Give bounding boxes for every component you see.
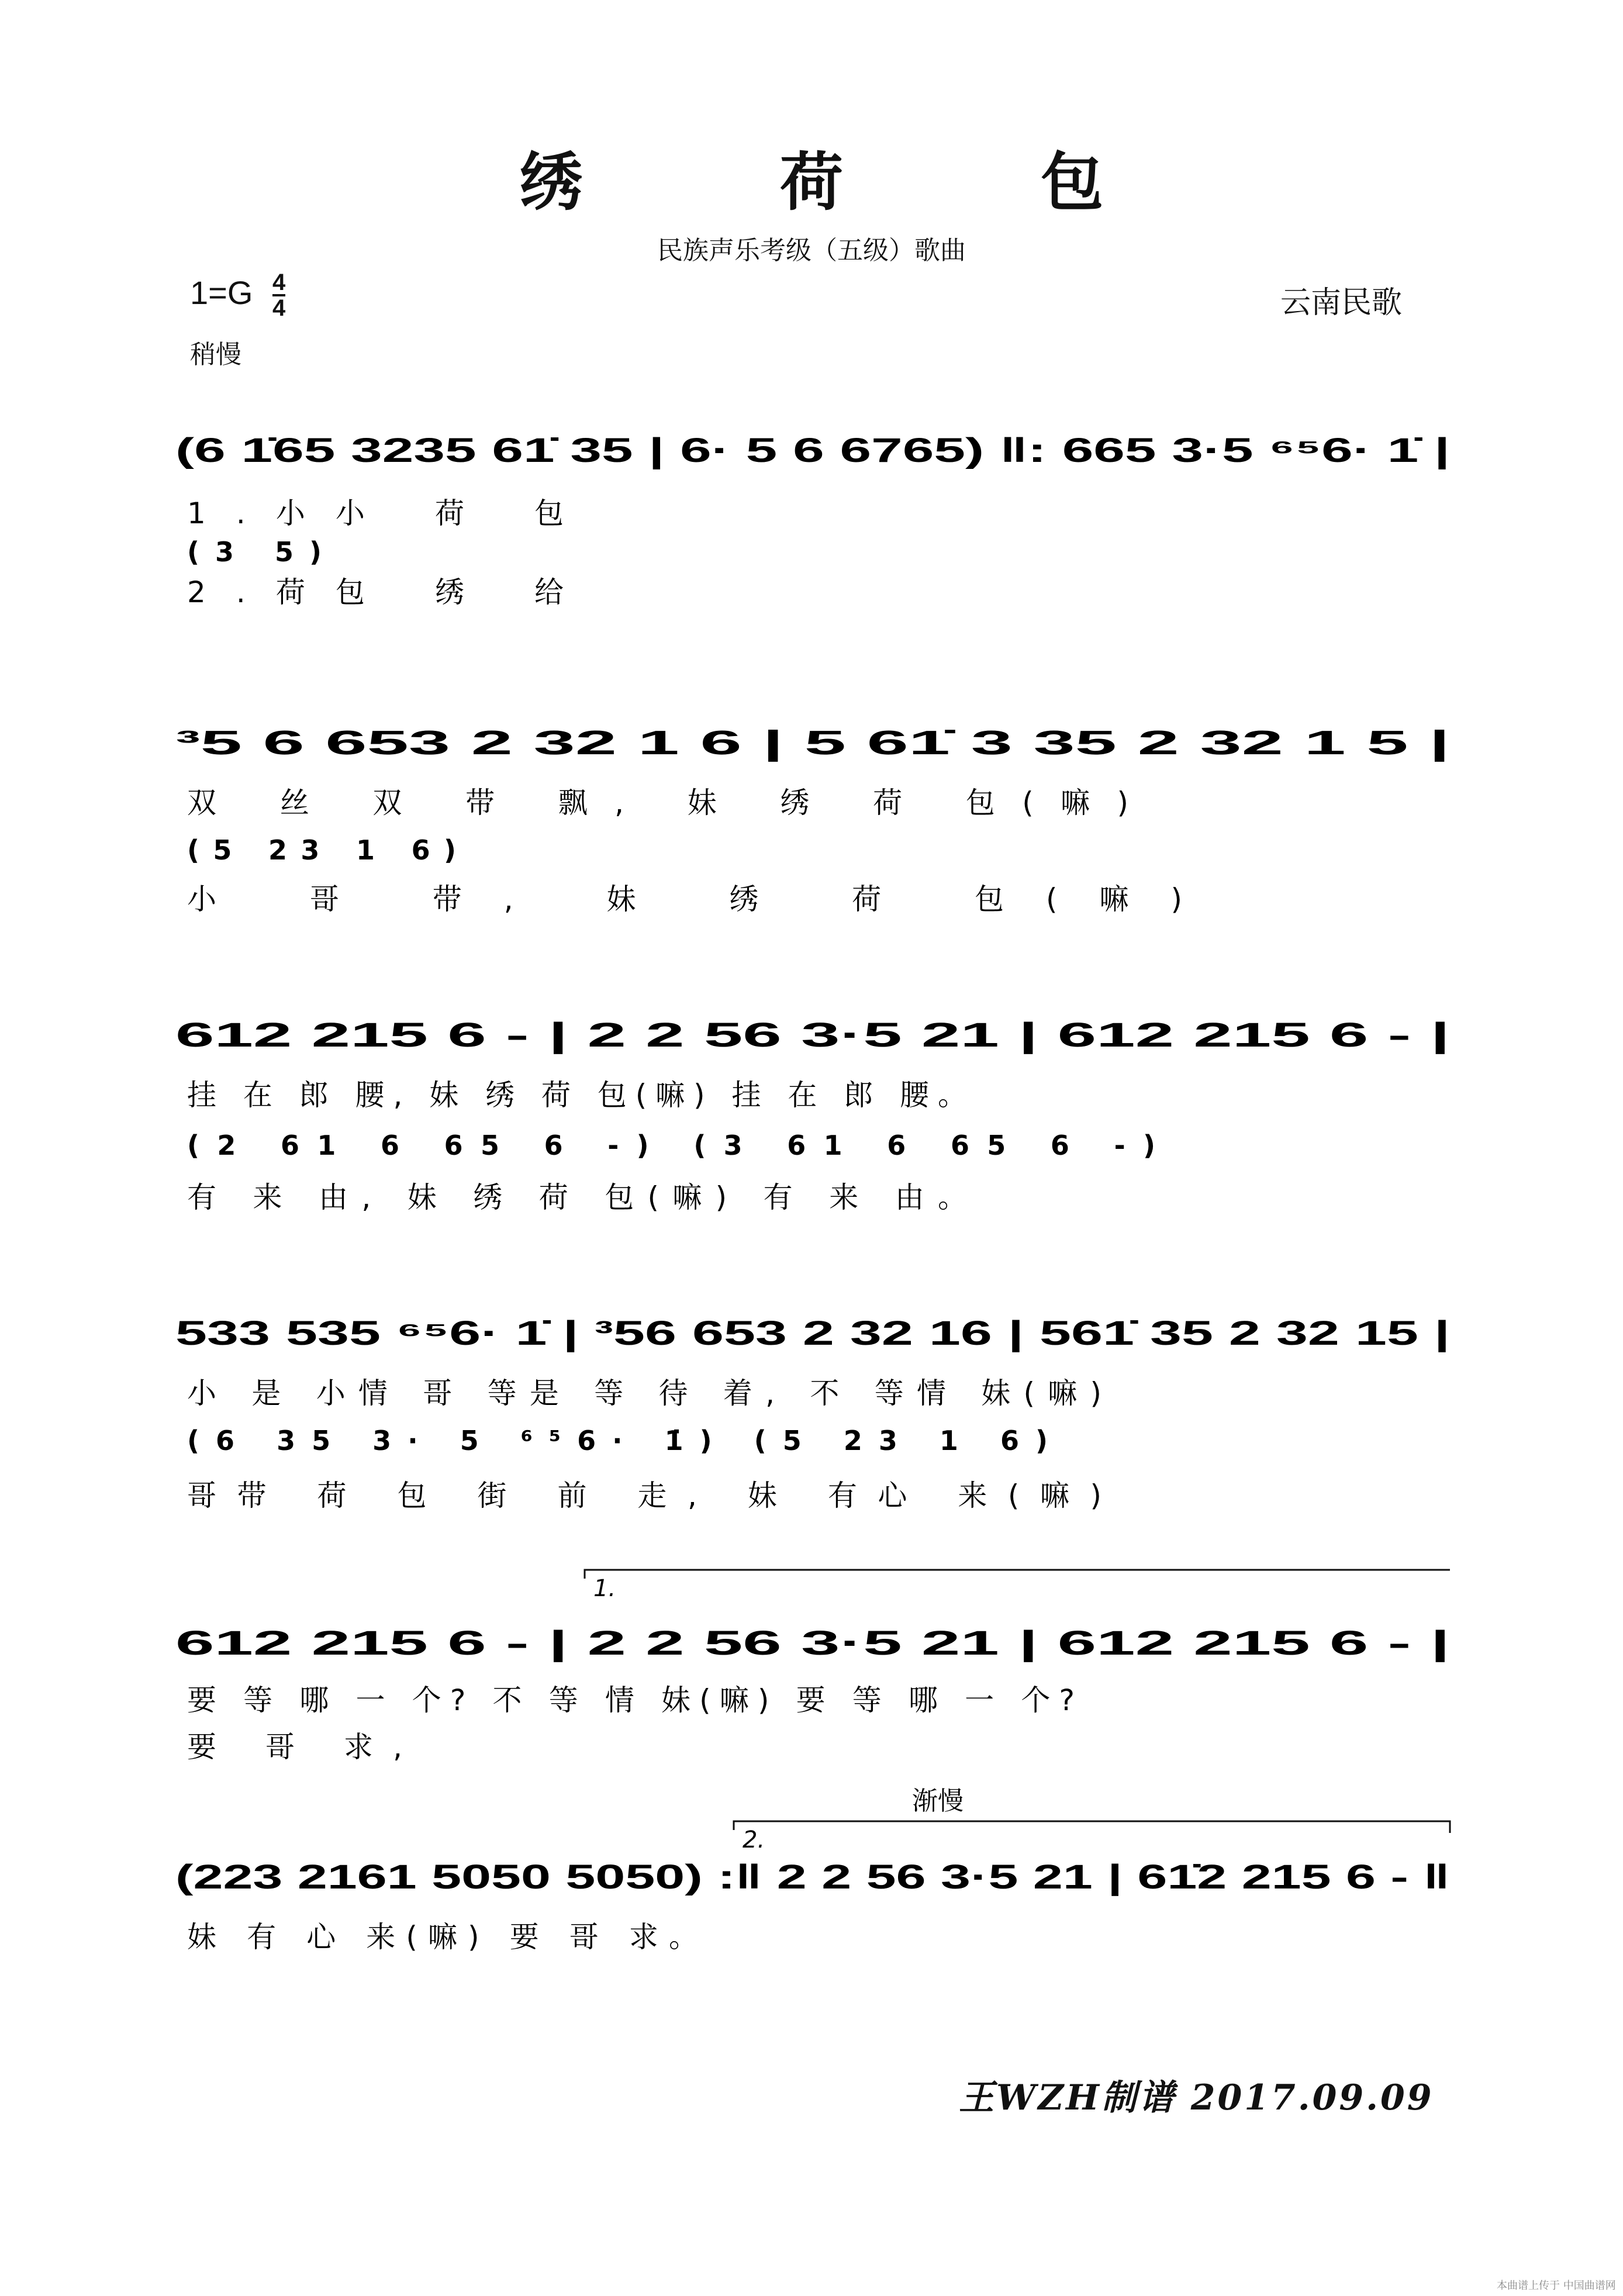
lyric-line-3-2: (2 61 6 65 6 -) (3 61 6 65 6 -) xyxy=(187,1130,1155,1161)
volta-1-bracket xyxy=(585,1570,1450,1579)
lyric-line-4-3: 哥带 荷 包 街 前 走, 妹 有心 来(嘛) xyxy=(187,1479,1101,1513)
tempo-marking: 稍慢 xyxy=(190,340,241,370)
notation-row-2: ³5 6 653 2 32 1 6 | 5 61̇ 3 35 2 32 1 5 | xyxy=(175,724,1450,762)
lyric-line-4-1: 小 是 小情 哥 等是 等 待 着, 不 等情 妹(嘛) xyxy=(187,1376,1102,1410)
site-watermark: 本曲谱上传于 中国曲谱网 xyxy=(1497,2280,1616,2292)
lyric-line-5-2: 要 哥 求, xyxy=(187,1730,402,1764)
notation-row-1: (6 1̇65 3235 61̇ 35 | 6· 5 6 6765) ‖: 665 3·5 ⁶⁵6· 1̇ | xyxy=(175,431,1450,469)
lyric-line-5-1: 要 等 哪 一 个? 不 等 情 妹(嘛) 要 等 哪 一 个? xyxy=(187,1683,1075,1717)
lyric-line-3-1: 挂 在 郎 腰, 妹 绣 荷 包(嘛) 挂 在 郎 腰。 xyxy=(187,1078,967,1112)
lyric-line-1-3: 2.荷包 绣 给 xyxy=(187,575,564,609)
lyric-line-2-1: 双 丝 双 带 飘, 妹 绣 荷 包(嘛) xyxy=(187,786,1128,820)
transcriber-credit: 王WZH制谱 2017.09.09 xyxy=(959,2077,1434,2118)
time-top: 4 xyxy=(272,270,286,295)
lyric-line-1-1: 1.小小 荷 包 xyxy=(187,496,564,530)
lyric-line-1-2: (3 5) xyxy=(187,536,322,568)
time-bottom: 4 xyxy=(272,295,286,321)
volta-2-label: 2. xyxy=(743,1827,765,1853)
lyric-line-6-1: 妹 有 心 来(嘛) 要 哥 求。 xyxy=(187,1920,698,1954)
song-subtitle: 民族声乐考级（五级）歌曲 xyxy=(657,236,966,265)
key-label: 1=G xyxy=(190,274,253,311)
lyric-line-4-2: (6 35 3· 5 ⁶⁵6· 1̇) (5 23 1 6) xyxy=(187,1425,1048,1456)
song-title: 绣 荷 包 xyxy=(519,146,1192,219)
lyric-line-2-2: (5 23 1 6) xyxy=(187,834,456,866)
lyric-line-3-3: 有 来 由, 妹 绣 荷 包(嘛) 有 来 由。 xyxy=(187,1180,967,1214)
notation-row-5: 612 215 6 - | 2 2 56 3·5 21 | 612 215 6 - | xyxy=(175,1624,1450,1662)
notation-row-3: 612 215 6 - | 2 2 56 3·5 21 | 612 215 6 - | xyxy=(175,1016,1450,1054)
notation-row-4: 533 535 ⁶⁵6· 1̇ | ³56 653 2 32 16 | 561̇ 35 2 32 15 | xyxy=(175,1314,1450,1352)
ritardando-marking: 渐慢 xyxy=(912,1786,964,1816)
volta-2-bracket xyxy=(734,1821,1450,1833)
composer-label: 云南民歌 xyxy=(1280,285,1403,320)
notation-row-6: (223 2161 5050 5050) :‖ 2 2 56 3·5 21 | 61̇2 215 6 - ‖ xyxy=(175,1858,1450,1896)
lyric-line-2-3: 小 哥 带, 妹 绣 荷 包(嘛) xyxy=(187,882,1182,916)
volta-1-label: 1. xyxy=(593,1575,616,1602)
